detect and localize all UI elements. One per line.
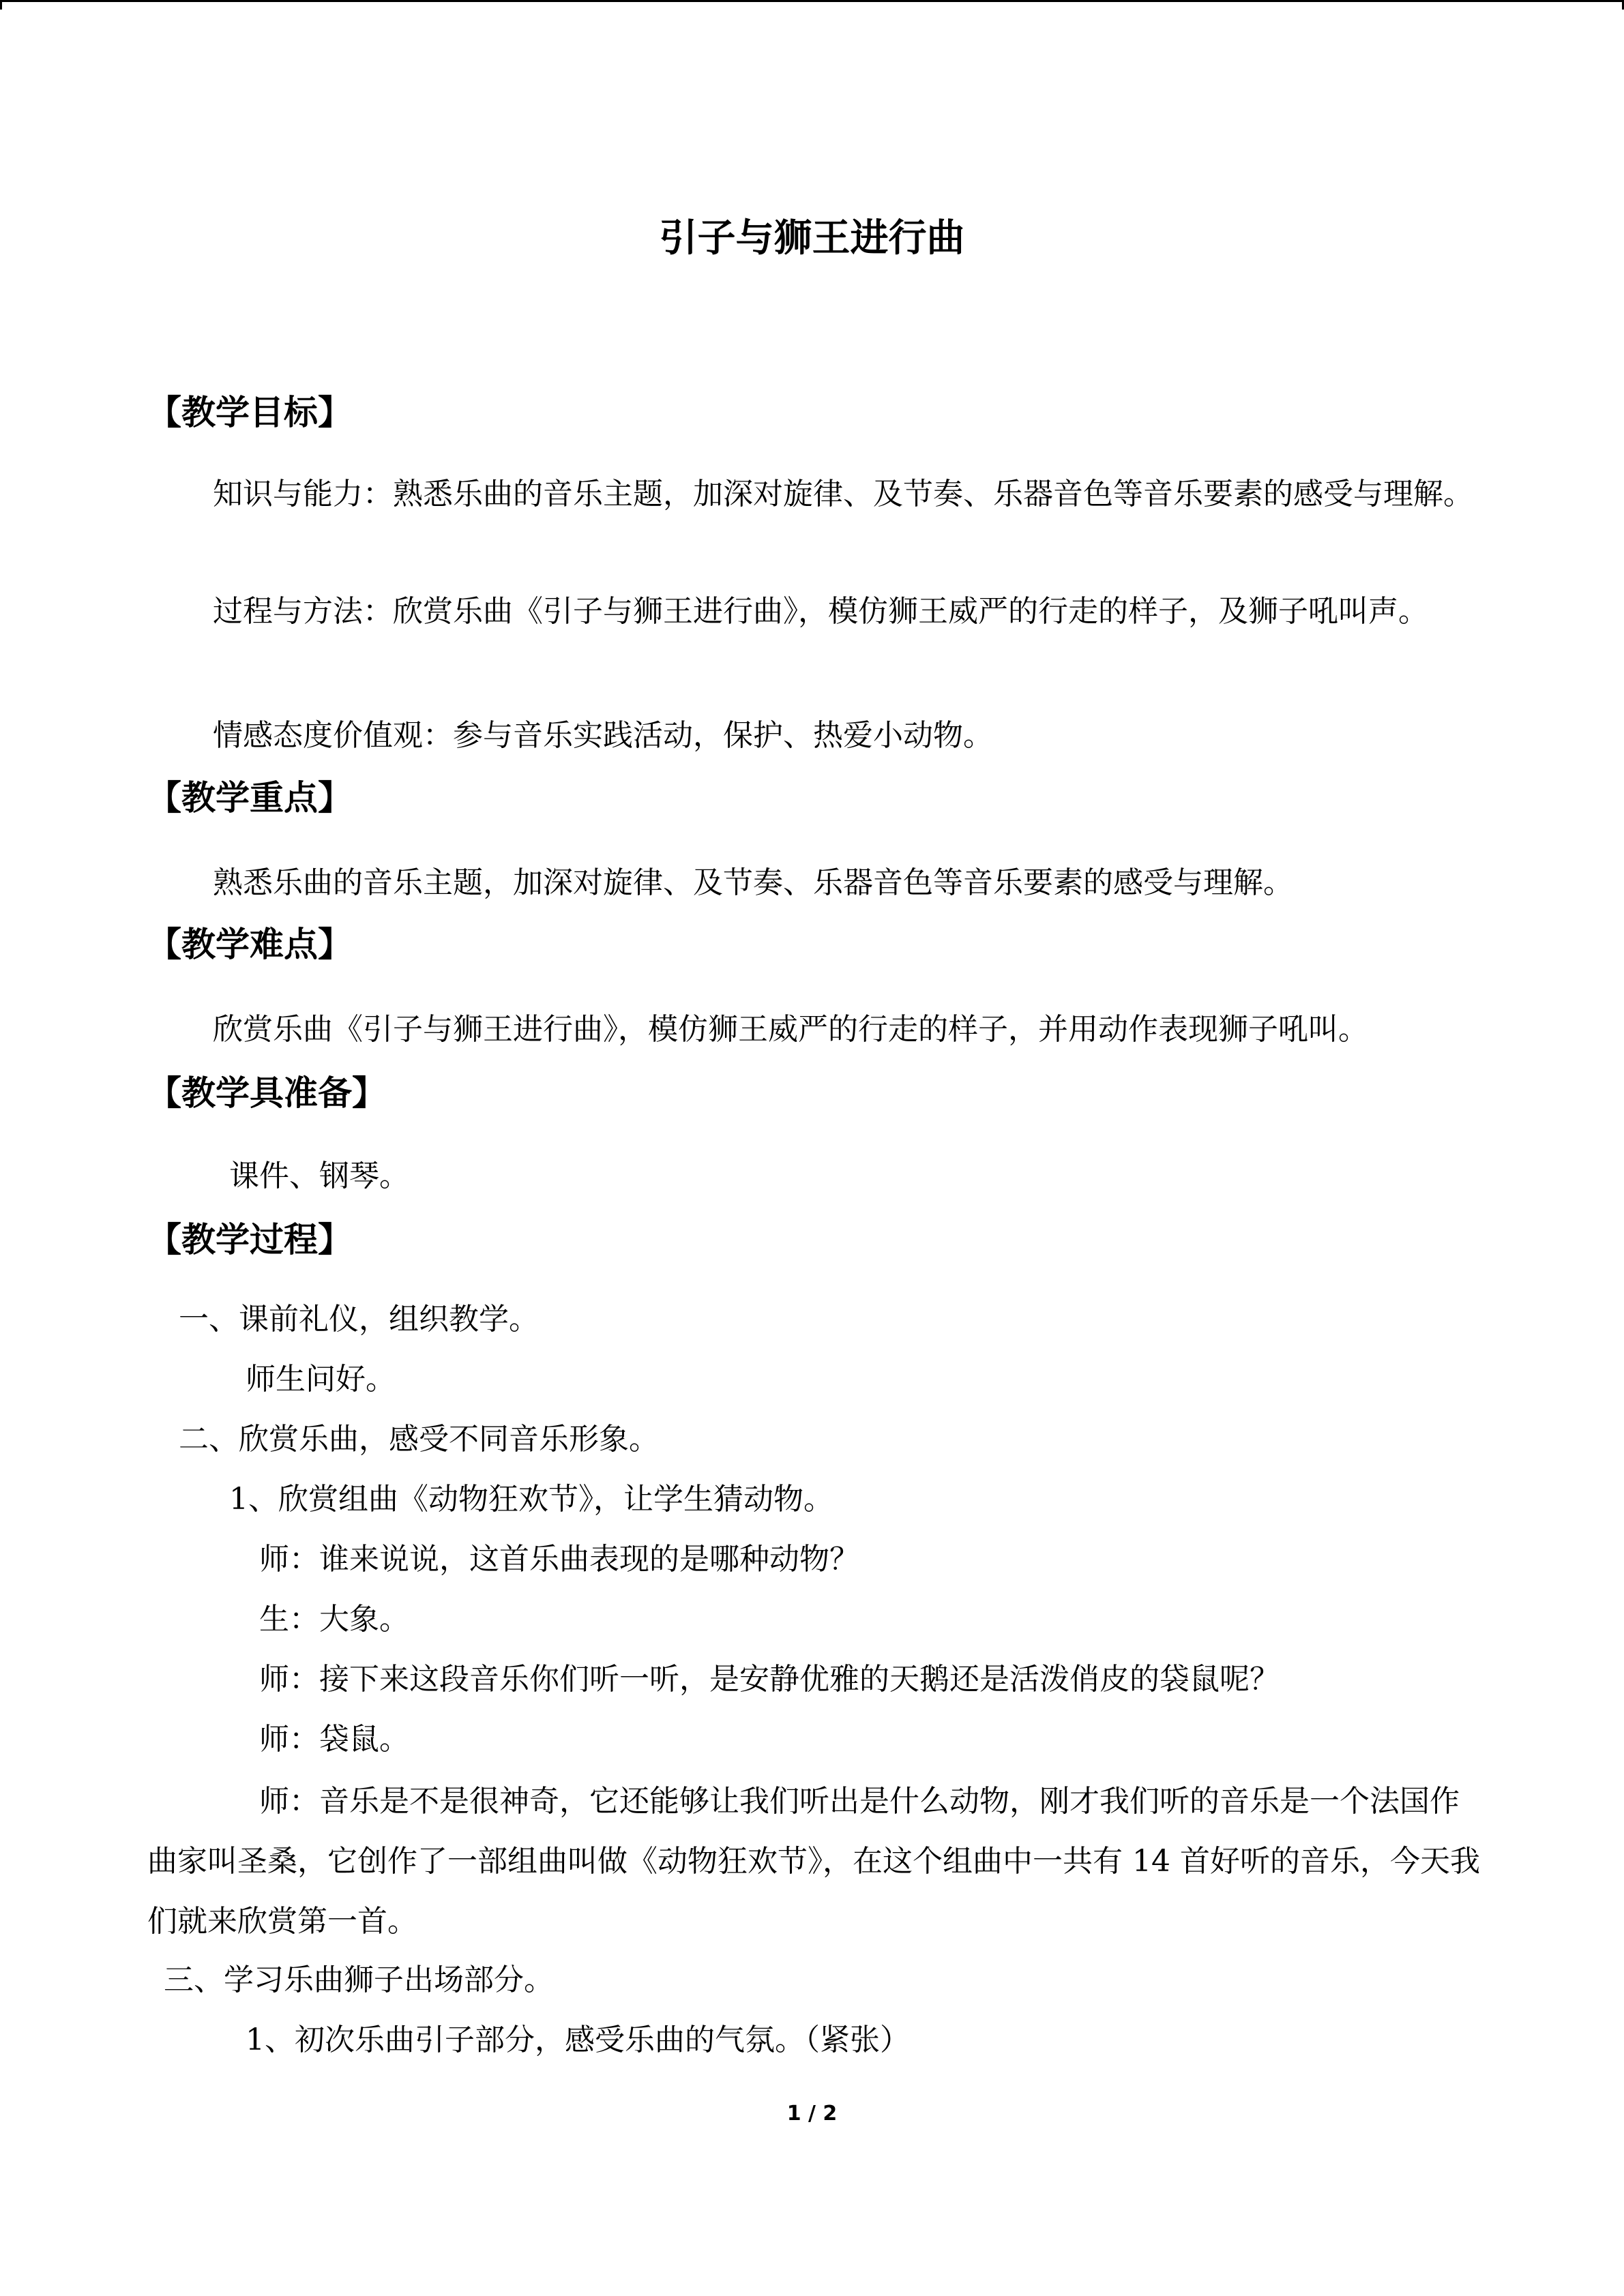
difficulties-text: 欣赏乐曲《引子与狮王进行曲》，模仿狮王威严的行走的样子，并用动作表现狮子吼叫。 xyxy=(213,1012,1368,1047)
page-number: 1 / 2 xyxy=(786,2102,838,2126)
dialog-long: 师：音乐是不是很神奇，它还能够让我们听出是什么动物，刚才我们听的音乐是一个法国作曲家叫圣桑，它创作了一部组曲叫做《动物狂欢节》，在这个组曲中一共有 14 首好听的音乐，今天我们就来欣赏第一首。 xyxy=(147,1784,1480,1939)
key-points-heading: 【教学重点】 xyxy=(147,778,352,818)
process-step3: 三、学习乐曲狮子出场部分。 xyxy=(164,1963,554,1997)
objectives-process: 过程与方法：欣赏乐曲《引子与狮王进行曲》，模仿狮王威严的行走的样子，及狮子吼叫声。 xyxy=(213,594,1428,629)
dialog-line: 生：大象。 xyxy=(259,1602,409,1637)
key-points-text: 熟悉乐曲的音乐主题，加深对旋律、及节奏、乐器音色等音乐要素的感受与理解。 xyxy=(213,865,1293,900)
process-step2-sub1: 1、欣赏组曲《动物狂欢节》，让学生猜动物。 xyxy=(229,1482,833,1517)
process-step1-detail: 师生问好。 xyxy=(246,1362,396,1397)
materials-text: 课件、钢琴。 xyxy=(229,1159,409,1193)
process-step1: 一、课前礼仪，组织教学。 xyxy=(179,1302,539,1337)
document-title: 引子与狮王进行曲 xyxy=(659,216,965,260)
materials-heading: 【教学具准备】 xyxy=(147,1073,386,1113)
objectives-knowledge: 知识与能力：熟悉乐曲的音乐主题，加深对旋律、及节奏、乐器音色等音乐要素的感受与理解。 xyxy=(213,477,1473,511)
objectives-emotion: 情感态度价值观：参与音乐实践活动，保护、热爱小动物。 xyxy=(213,718,993,753)
page-top-border xyxy=(0,0,1624,2)
dialog-line: 师：袋鼠。 xyxy=(259,1722,409,1757)
dialog-line: 师：谁来说说，这首乐曲表现的是哪种动物？ xyxy=(259,1542,859,1577)
page-left-border xyxy=(0,0,2,10)
process-step3-sub1: 1、初次乐曲引子部分，感受乐曲的气氛。（紧张） xyxy=(246,2023,910,2057)
objectives-heading: 【教学目标】 xyxy=(147,393,352,432)
dialog-line: 师：接下来这段音乐你们听一听，是安静优雅的天鹅还是活泼俏皮的袋鼠呢？ xyxy=(259,1662,1280,1697)
difficulties-heading: 【教学难点】 xyxy=(147,925,352,964)
process-heading: 【教学过程】 xyxy=(147,1220,352,1259)
process-step2: 二、欣赏乐曲，感受不同音乐形象。 xyxy=(179,1422,659,1457)
